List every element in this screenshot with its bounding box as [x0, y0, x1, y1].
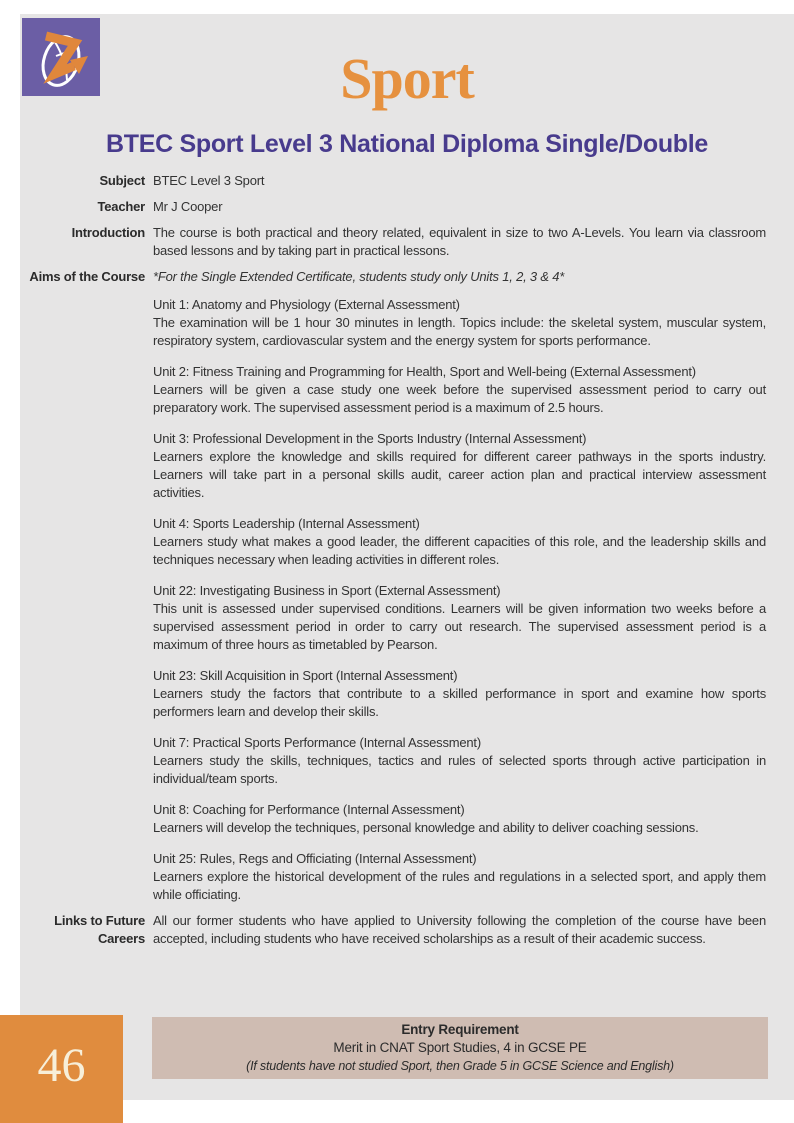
subject-label: Subject — [99, 173, 145, 188]
unit-body: Learners explore the knowledge and skills required for different career pathways in the sports industry. Learners will take part in a personal skills audit, career action plan and practical interview assessment activities. — [153, 449, 766, 500]
unit-block — [153, 850, 766, 904]
unit-title: Unit 25: Rules, Regs and Officiating (Internal Assessment) — [153, 851, 477, 866]
unit-body: Learners study what makes a good leader, the different capacities of this role, and the leadership skills and techniques necessary when leading activities in different roles. — [153, 534, 766, 567]
unit-title: Unit 8: Coaching for Performance (Internal Assessment) — [153, 802, 465, 817]
course-heading: BTEC Sport Level 3 National Diploma Single/Double — [105, 130, 709, 158]
unit-body: Learners will develop the techniques, personal knowledge and ability to deliver coaching sessions. — [153, 820, 699, 835]
introduction-label: Introduction — [71, 225, 145, 240]
unit-body: The examination will be 1 hour 30 minutes in length. Topics include: the skeletal system, muscular system, respiratory system, cardiovascular system and the energy system for sports performance. — [153, 315, 766, 348]
unit-block — [153, 430, 766, 502]
unit-title: Unit 2: Fitness Training and Programming for Health, Sport and Well-being (External Assessment) — [153, 364, 696, 379]
entry-requirement-title: Entry Requirement — [401, 1022, 519, 1037]
unit-title: Unit 23: Skill Acquisition in Sport (Internal Assessment) — [153, 668, 458, 683]
unit-block — [153, 801, 766, 837]
teacher-label: Teacher — [97, 199, 145, 214]
careers-text: All our former students who have applied to University following the completion of the course have been accepted, including students who have received scholarships as a result of their academic success. — [153, 913, 766, 946]
careers-label: Links to Future Careers — [54, 913, 145, 946]
unit-block — [153, 582, 766, 654]
entry-requirement-text: Merit in CNAT Sport Studies, 4 in GCSE PE — [333, 1040, 587, 1055]
aims-content — [153, 268, 766, 904]
unit-body: Learners explore the historical development of the rules and regulations in a selected sport, and apply them while officiating. — [153, 869, 766, 902]
unit-body: This unit is assessed under supervised conditions. Learners will be given information two weeks before a supervised assessment period in order to carry out research. The supervised assessment period is a maximum of three hours as timetabled by Pearson. — [153, 601, 766, 652]
course-details — [20, 172, 766, 948]
aims-label: Aims of the Course — [29, 269, 145, 284]
subject-value: BTEC Level 3 Sport — [153, 173, 265, 188]
unit-title: Unit 22: Investigating Business in Sport (External Assessment) — [153, 583, 501, 598]
unit-body: Learners study the skills, techniques, tactics and rules of selected sports through active participation in individual/team sports. — [153, 753, 766, 786]
unit-body: Learners will be given a case study one week before the supervised assessment period to carry out preparatory work. The supervised assessment period is a maximum of 2.5 hours. — [153, 382, 766, 415]
unit-title: Unit 3: Professional Development in the Sports Industry (Internal Assessment) — [153, 431, 587, 446]
entry-requirement-box — [152, 1017, 768, 1079]
unit-block — [153, 363, 766, 417]
unit-title: Unit 1: Anatomy and Physiology (External Assessment) — [153, 297, 460, 312]
unit-block — [153, 515, 766, 569]
unit-title: Unit 7: Practical Sports Performance (Internal Assessment) — [153, 735, 481, 750]
teacher-value: Mr J Cooper — [153, 199, 223, 214]
content-panel — [20, 14, 794, 1100]
unit-block — [153, 296, 766, 350]
entry-requirement-note: (If students have not studied Sport, then Grade 5 in GCSE Science and English) — [246, 1059, 674, 1073]
page-title: Sport — [340, 46, 474, 111]
introduction-text: The course is both practical and theory related, equivalent in size to two A-Levels. You learn via classroom based lessons and by taking part in practical lessons. — [153, 225, 766, 258]
unit-body: Learners study the factors that contribute to a skilled performance in sport and examine how sports performers learn and develop their skills. — [153, 686, 766, 719]
unit-block — [153, 667, 766, 721]
page-number-box — [0, 1015, 123, 1123]
unit-block — [153, 734, 766, 788]
unit-title: Unit 4: Sports Leadership (Internal Assessment) — [153, 516, 420, 531]
aims-note: *For the Single Extended Certificate, students study only Units 1, 2, 3 & 4* — [153, 269, 565, 284]
page-number: 46 — [37, 1038, 86, 1092]
